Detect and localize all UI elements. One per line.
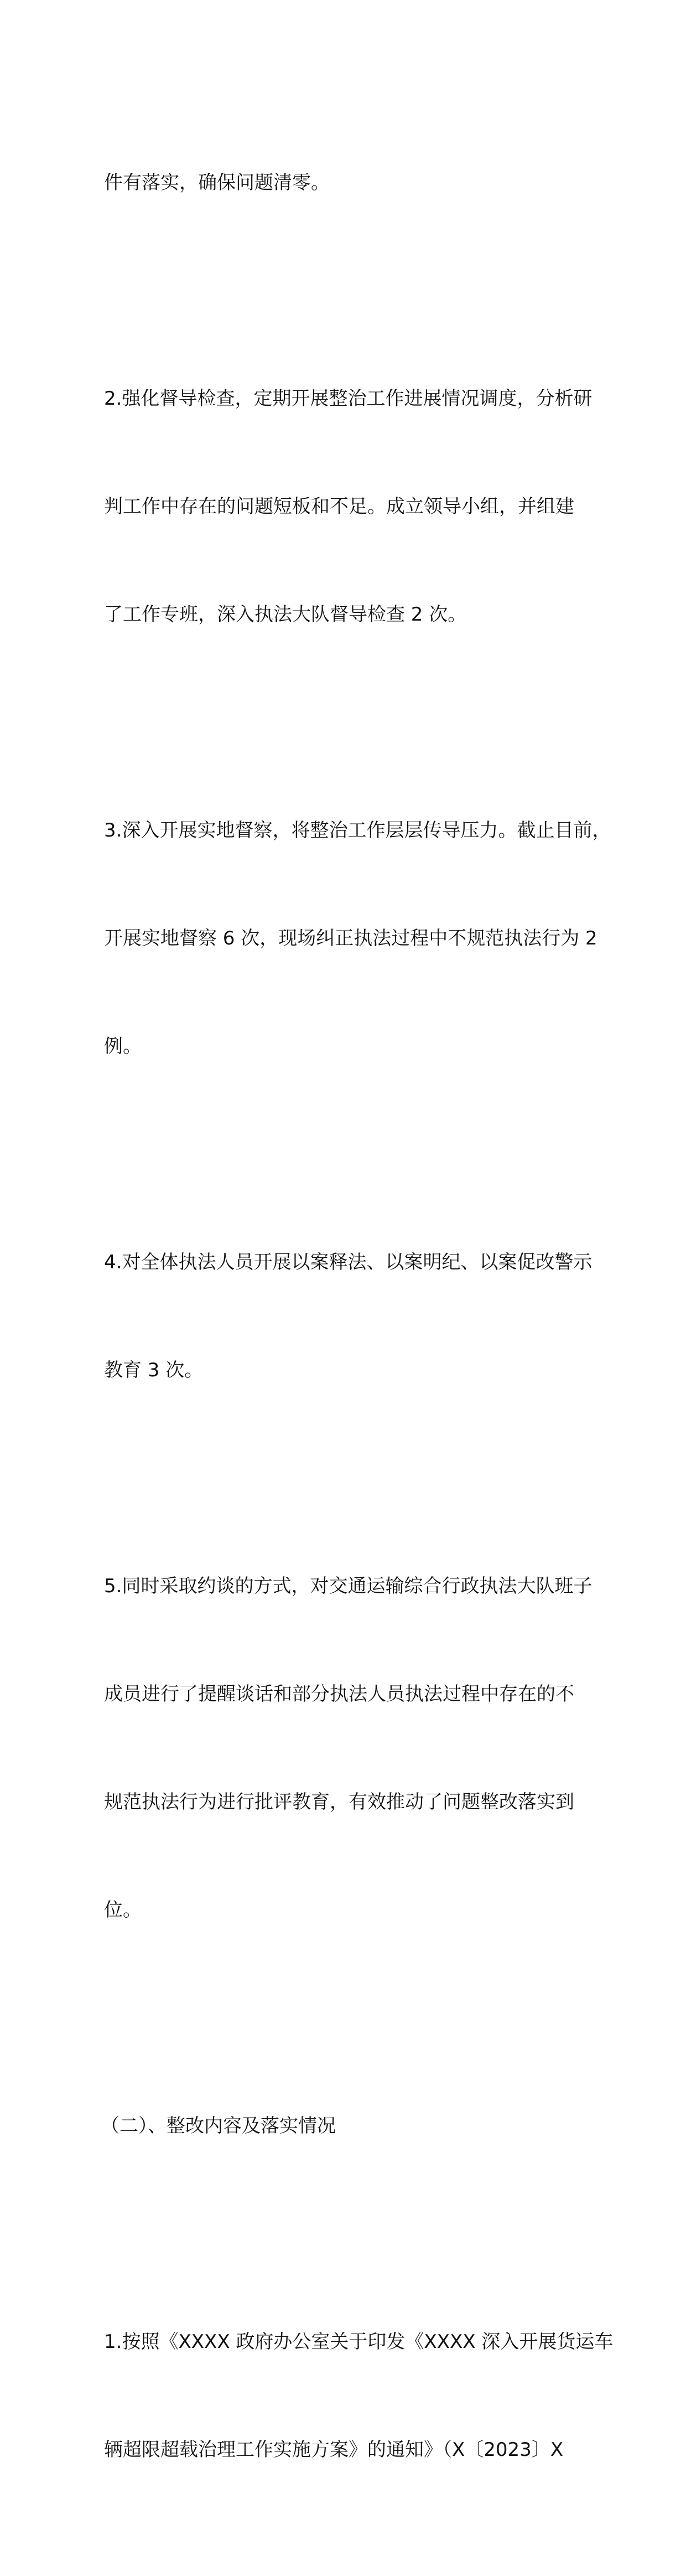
paragraph-item-1 xyxy=(104,2252,614,2540)
text-line: 规范执法行为进行批评教育，有效推动了问题整改落实到 xyxy=(104,1791,574,1813)
heading-text: （二）、整改内容及落实情况 xyxy=(101,2115,336,2137)
section-heading xyxy=(101,2036,602,2216)
text-line: 开展实地督察 6 次，现场纠正执法过程中不规范执法行为 2 xyxy=(104,927,597,949)
text-line: 例。 xyxy=(104,1035,142,1057)
paragraph-item-5 xyxy=(104,1496,602,2000)
text-line: 位。 xyxy=(104,1899,142,1921)
paragraph-continuation xyxy=(104,93,602,273)
text-line: 3.深入开展实地督察，将整治工作层层传导压力。截止目前， xyxy=(104,819,611,842)
paragraph-item-3 xyxy=(104,741,611,1137)
text-line: 判工作中存在的问题短板和不足。成立领导小组，并组建 xyxy=(104,495,574,518)
text-line: 1.按照《XXXX 政府办公室关于印发《XXXX 深入开展货运车 xyxy=(104,2331,614,2353)
document-body xyxy=(101,93,614,2576)
paragraph-item-2 xyxy=(104,309,602,705)
text-line: 件有落实，确保问题清零。 xyxy=(104,172,330,194)
paragraph-item-4 xyxy=(104,1173,602,1460)
text-line: 了工作专班，深入执法大队督导检查 2 次。 xyxy=(104,603,467,626)
text-line: 2.强化督导检查，定期开展整治工作进展情况调度，分析研 xyxy=(104,388,593,410)
text-line: 成员进行了提醒谈话和部分执法人员执法过程中存在的不 xyxy=(104,1683,574,1705)
text-line: 辆超限超载治理工作实施方案》的通知》（X〔2023〕X xyxy=(104,2439,564,2461)
text-line: 4.对全体执法人员开展以案释法、以案明纪、以案促改警示 xyxy=(104,1251,593,1273)
text-line: 5.同时采取约谈的方式，对交通运输综合行政执法大队班子 xyxy=(104,1575,593,1597)
text-line: 教育 3 次。 xyxy=(104,1359,204,1381)
